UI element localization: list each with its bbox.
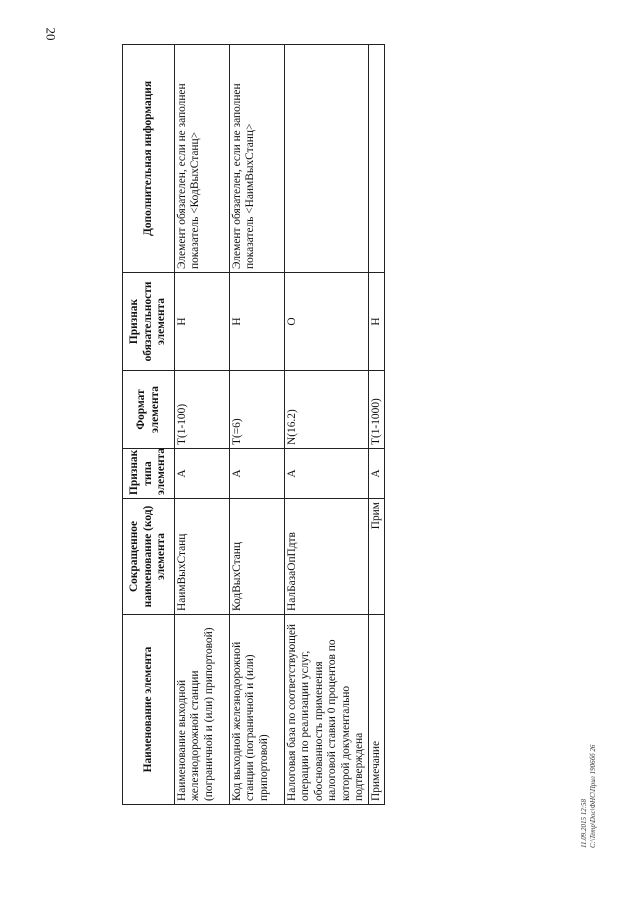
cell-short-name: НалБазаОпПдтв: [285, 499, 369, 615]
element-spec-table: [122, 44, 385, 805]
cell-format: T(1-1000): [368, 371, 384, 449]
cell-required: О: [285, 273, 369, 371]
header-format: Формат элемента: [123, 371, 175, 449]
cell-element-name: Примечание: [368, 615, 384, 805]
footer-timestamp: 11.09.2015 12:58: [580, 798, 588, 848]
header-type: Признак типа элемента: [123, 449, 175, 499]
table-row: [285, 45, 369, 805]
table-header-row: [123, 45, 175, 805]
cell-type: А: [285, 449, 369, 499]
cell-required: Н: [368, 273, 384, 371]
cell-additional-info: Элемент обязателен, если не заполнен показатель <КодВыхСтанц>: [175, 45, 230, 273]
rotated-table: [122, 45, 382, 805]
cell-type: А: [368, 449, 384, 499]
footer-stamp-text: [580, 728, 598, 848]
header-short-name: Сокращенное наименование (код) элемента: [123, 499, 175, 615]
table-row: [368, 45, 384, 805]
cell-short-name: Прим: [368, 499, 384, 615]
cell-format: T(=6): [230, 371, 285, 449]
cell-format: T(1-100): [175, 371, 230, 449]
cell-required: Н: [230, 273, 285, 371]
cell-required: Н: [175, 273, 230, 371]
cell-additional-info: [285, 45, 369, 273]
cell-element-name: Налоговая база по соответствующей операции по реализации услуг, обоснованность применения налоговой ставки 0 процентов по которой документально подтверждена: [285, 615, 369, 805]
header-required: Признак обязательности элемента: [123, 273, 175, 371]
cell-short-name: КодВыхСтанц: [230, 499, 285, 615]
footer-stamp: [580, 728, 600, 848]
cell-type: А: [230, 449, 285, 499]
cell-type: А: [175, 449, 230, 499]
cell-short-name: НаимВыхСтанц: [175, 499, 230, 615]
page-number: 20: [43, 27, 59, 41]
cell-element-name: Наименование выходной железнодорожной станции (пограничной и (или) припортовой): [175, 615, 230, 805]
cell-format: N(16.2): [285, 371, 369, 449]
document-table-container: [122, 45, 382, 805]
cell-element-name: Код выходной железнодорожной станции (пограничной и (или) припортовой): [230, 615, 285, 805]
cell-additional-info: [368, 45, 384, 273]
table-row: [230, 45, 285, 805]
table-row: [175, 45, 230, 805]
header-element-name: Наименование элемента: [123, 615, 175, 805]
header-additional-info: Дополнительная информация: [123, 45, 175, 273]
footer-filepath: C:\Temp\Doc\ФНС\Прил 1906бб 26: [589, 744, 597, 848]
cell-additional-info: Элемент обязателен, если не заполнен показатель <НаимВыхСтанц>: [230, 45, 285, 273]
